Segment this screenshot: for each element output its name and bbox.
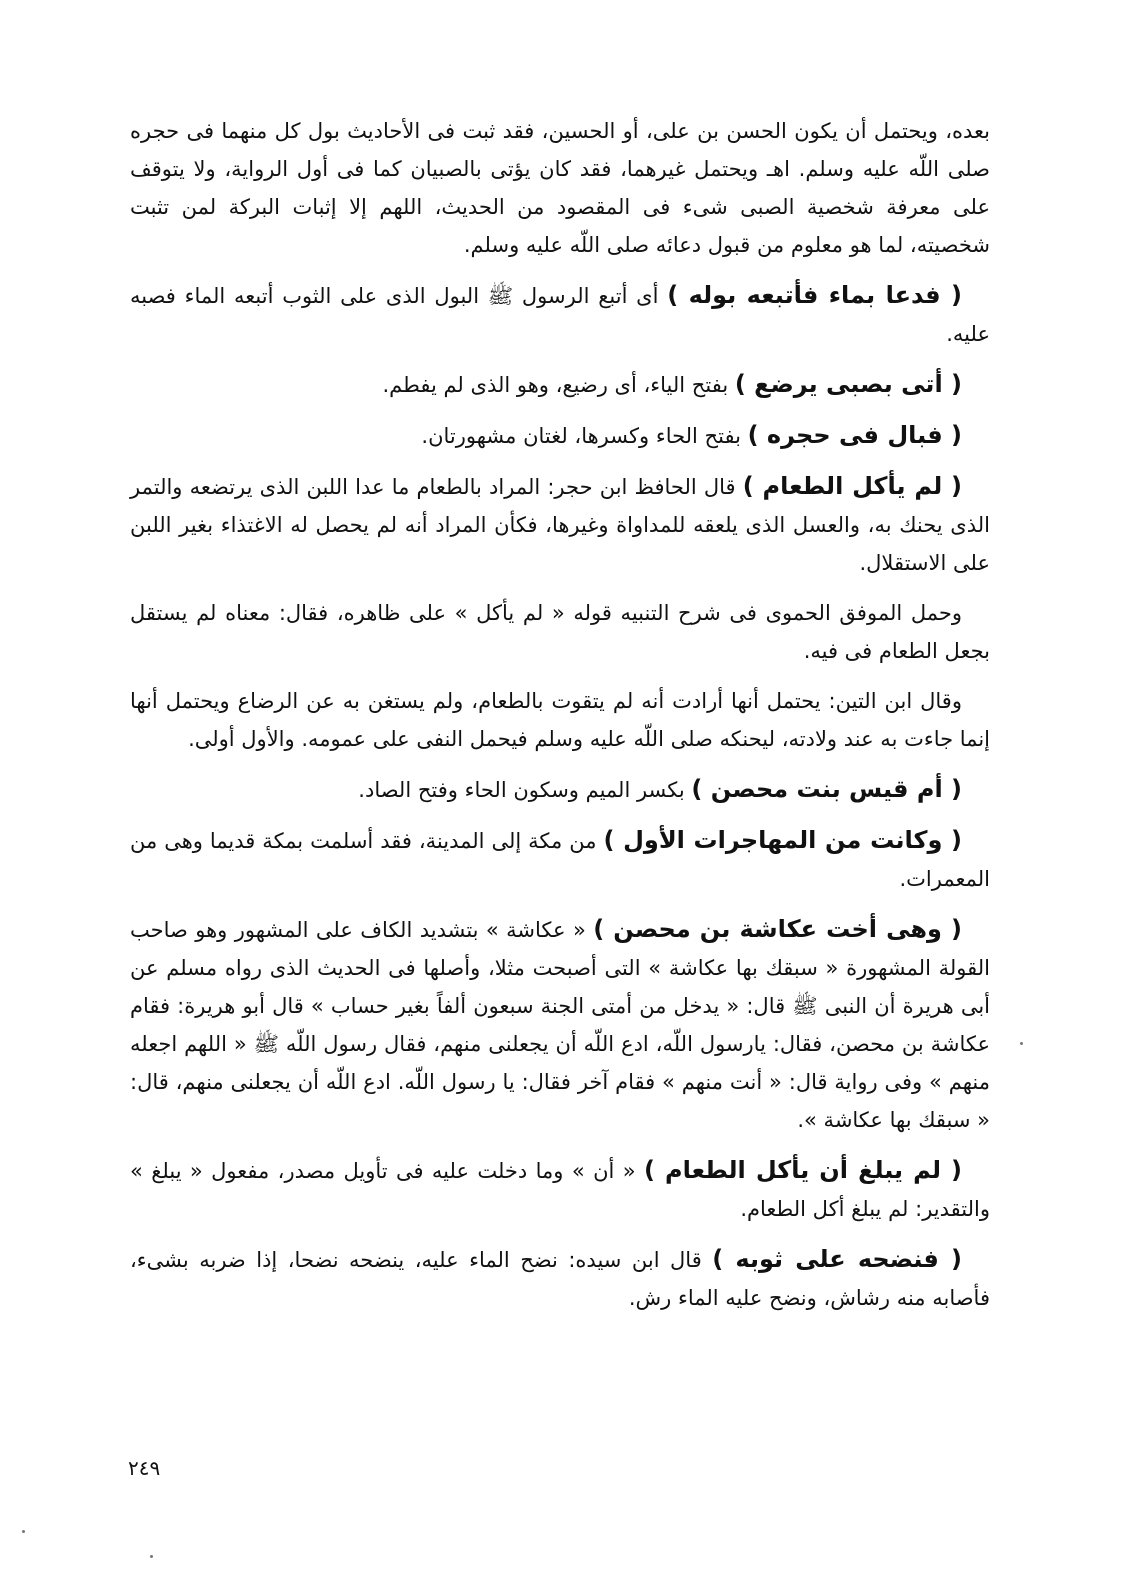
paragraph-8	[130, 770, 990, 809]
paragraph-2-text: أى أتبع الرسول ﷺ البول الذى على الثوب أتبعه الماء فصبه عليه.	[130, 284, 990, 346]
paragraph-5-lemma: ( لم يأكل الطعام )	[742, 472, 963, 500]
scan-speck	[22, 1530, 25, 1533]
paragraph-4-lemma: ( فبال فى حجره )	[747, 421, 962, 449]
paragraph-5-text: قال الحافظ ابن حجر: المراد بالطعام ما عدا اللبن الذى يرتضعه والتمر الذى يحنك به، والعسل الذى يلعقه للمداواة وغيرها، فكأن المراد أنه لم يحصل له الاغتذاء بغير اللبن على الاستقلال.	[130, 475, 990, 575]
paragraph-5	[130, 467, 990, 582]
paragraph-3-text: بفتح الياء، أى رضيع، وهو الذى لم يفطم.	[382, 373, 735, 397]
page-number: ٢٤٩	[128, 1456, 161, 1480]
paragraph-9-lemma: ( وكانت من المهاجرات الأول )	[603, 826, 962, 854]
paragraph-10-lemma: ( وهى أخت عكاشة بن محصن )	[593, 915, 962, 943]
paragraph-11-lemma: ( لم يبلغ أن يأكل الطعام )	[643, 1156, 963, 1184]
paragraph-11	[130, 1151, 990, 1228]
paragraph-4-text: بفتح الحاء وكسرها، لغتان مشهورتان.	[421, 424, 748, 448]
paragraph-7	[130, 682, 990, 758]
paragraph-6-text: وحمل الموفق الحموى فى شرح التنبيه قوله « لم يأكل » على ظاهره، فقال: معناه لم يستقل بجعل الطعام فى فيه.	[130, 601, 990, 663]
paragraph-8-text: بكسر الميم وسكون الحاء وفتح الصاد.	[358, 778, 692, 802]
scan-speck	[1020, 1042, 1023, 1045]
page-body	[130, 112, 990, 1329]
paragraph-6	[130, 594, 990, 670]
paragraph-1-text: بعده، ويحتمل أن يكون الحسن بن على، أو الحسين، فقد ثبت فى الأحاديث بول كل منهما فى حجره صلى اللّه عليه وسلم. اهـ ويحتمل غيرهما، فقد كان يؤتى بالصبيان كما فى أول الرواية، ولا يتوقف على معرفة شخصية الصبى شىء فى المقصود من الحديث، اللهم إلا إثبات البركة لمن تثبت شخصيته، لما هو معلوم من قبول دعائه صلى اللّه عليه وسلم.	[130, 119, 990, 257]
scan-speck	[150, 1555, 153, 1558]
paragraph-10-text: « عكاشة » بتشديد الكاف على المشهور وهو صاحب القولة المشهورة « سبقك بها عكاشة » التى أصبحت مثلا، وأصلها فى الحديث الذى رواه مسلم عن أبى هريرة أن النبى ﷺ قال: « يدخل من أمتى الجنة سبعون ألفاً بغير حساب » قال أبو هريرة: فقام عكاشة بن محصن، فقال: يارسول اللّه، ادع اللّه أن يجعلنى منهم، فقال رسول اللّه ﷺ « اللهم اجعله منهم » وفى رواية قال: « أنت منهم » فقام آخر فقال: يا رسول اللّه. ادع اللّه أن يجعلنى منهم، قال: « سبقك بها عكاشة ».	[130, 918, 990, 1132]
paragraph-10	[130, 910, 990, 1139]
paragraph-3	[130, 365, 990, 404]
paragraph-9-text: من مكة إلى المدينة، فقد أسلمت بمكة قديما وهى من المعمرات.	[130, 829, 990, 891]
paragraph-12	[130, 1240, 990, 1317]
paragraph-1	[130, 112, 990, 264]
paragraph-11-text: « أن » وما دخلت عليه فى تأويل مصدر، مفعول « يبلغ » والتقدير: لم يبلغ أكل الطعام.	[130, 1159, 990, 1221]
paragraph-4	[130, 416, 990, 455]
paragraph-3-lemma: ( أتى بصبى يرضع )	[734, 370, 962, 398]
paragraph-7-text: وقال ابن التين: يحتمل أنها أرادت أنه لم يتقوت بالطعام، ولم يستغن به عن الرضاع ويحتمل أنها إنما جاءت به عند ولادته، ليحنكه صلى اللّه عليه وسلم فيحمل النفى على عمومه. والأول أولى.	[130, 689, 990, 751]
paragraph-2-lemma: ( فدعا بماء فأتبعه بوله )	[667, 281, 962, 309]
paragraph-9	[130, 821, 990, 898]
paragraph-12-text: قال ابن سيده: نضح الماء عليه، ينضحه نضحا، إذا ضربه بشىء، فأصابه منه رشاش، ونضح عليه الماء رش.	[130, 1248, 990, 1310]
paragraph-2	[130, 276, 990, 353]
paragraph-8-lemma: ( أم قيس بنت محصن )	[691, 775, 962, 803]
paragraph-12-lemma: ( فنضحه على ثوبه )	[712, 1245, 963, 1273]
